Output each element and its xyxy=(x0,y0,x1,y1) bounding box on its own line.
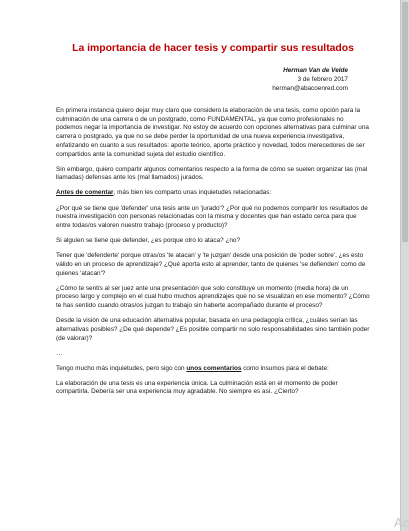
paragraph-3-rest: , más bien les comparto unas inquietudes relacionadas: xyxy=(113,189,272,197)
paragraph-3 xyxy=(56,189,370,198)
emphasis-antes-de-comentar: Antes de comentar xyxy=(56,189,114,197)
paragraph-7: ¿Cómo te sentís al ser juez ante una presentación que solo constituye un momento (media hora) de un proceso largo y complejo en el cual hubo muchos aprendizajes que no se visualizan en ese momento? ¿Cómo te has sentido cuando otras/os juzgan tu trabajo sin haberte acompañado durante el proceso? xyxy=(56,284,370,309)
link-unos-comentarios[interactable]: unos comentarios xyxy=(186,364,242,372)
paragraph-8: Desde la visión de una educación alternativa popular, basada en una pedagogía crítica, ¿cuáles serían las alternativas posibles? ¿De qué depende? ¿Es posible compartir no solo responsabilidades sino también poder (de valorar)? xyxy=(56,317,370,342)
paragraph-10-pre: Tengo mucho más inquietudes, pero sigo con xyxy=(56,364,187,372)
paragraph-ellipsis: … xyxy=(56,349,63,357)
document-meta xyxy=(56,66,348,93)
paragraph-10 xyxy=(56,365,370,374)
author-email: herman@abacoenred.com xyxy=(272,85,348,92)
vertical-scrollbar[interactable] xyxy=(400,0,409,531)
document-date: 3 de febrero 2017 xyxy=(297,76,348,83)
scrollbar-thumb[interactable] xyxy=(402,2,408,242)
paragraph-10-post: como insumos para el debate: xyxy=(241,364,329,372)
paragraph-11: La elaboración de una tesis es una experiencia única. La culminación está en el momento de poder compartirla. Debería ser una experiencia muy agradable. No siempre es así. ¿Cierto? xyxy=(56,379,338,396)
paragraph-5: Si alguien se tiene que defender, ¿es porque otro lo ataca? ¿no? xyxy=(56,237,241,244)
paragraph-6: Tener que 'defenderte' porque otras/os 'te atacan' y 'te juzgan' desde una posición de 'poder sobre', ¿es esto válido en un proceso de aprendizaje? ¿Qué aporta esto al aprender, tanto de quienes 'se defienden' como de quienes 'atacan'? xyxy=(56,252,366,277)
paragraph-1: En primera instancia quiero dejar muy claro que considero la elaboración de una tesis, como opción para la culminación de una carrera o de un postgrado, como FUNDAMENTAL, ya que como profesionales no podemos negar la importancia de investigar. No estoy de acuerdo con opciones alternativas para culminar una carrera o postgrado, ya que no se debe perder la oportunidad de una nueva experiencia investigativa, enfatizando en cuanto a sus resultados: aporte teórico, aporte práctico y novedad, todos merecedores de ser compartidos ante la comunidad sujeta del estudio científico. xyxy=(56,107,369,158)
document-body xyxy=(56,107,370,397)
author-name: Herman Van de Velde xyxy=(283,67,348,74)
activation-watermark: Ac xyxy=(394,515,409,530)
document-title: La importancia de hacer tesis y compartir sus resultados xyxy=(72,43,354,54)
paragraph-2: Sin embargo, quiero compartir algunos comentarios respecto a la forma de cómo se suelen organizar las (mal llamadas) defensas ante los (mal llamados) jurados. xyxy=(56,165,368,182)
paragraph-4: ¿Por qué se tiene que 'defender' una tesis ante un 'jurado'? ¿Por qué no podemos compartir los resultados de nuestra investigación con personas relacionadas con la misma y docentes que han estado cerca para que entre todas/os valoren nuestro trabajo (proceso y producto)? xyxy=(56,204,368,229)
